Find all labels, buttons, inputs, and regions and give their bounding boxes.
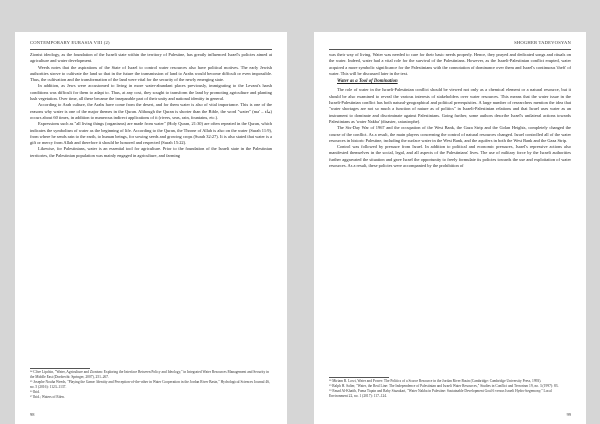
right-header-text: SHOGHER TADEVOSYAN	[514, 40, 571, 45]
right-footnote-rule	[329, 377, 389, 378]
right-paragraph: The Six-Day War of 1967 and the occupation of the West Bank, the Gaza Strip and the Golan Heights, completely changed the course of the conflict. As a result, the main players concerning the control of natural resources changed. Israel controlled all of the water resources in historic Palestine, including the surface water in the West Bank, and the aquifers in both the West Bank and the Gaza Strip.	[329, 125, 571, 143]
right-intro-paragraph: was their way of living. Water was needed to care for their basic needs properly. Hence, they prayed and dedicated songs and rituals on the water. Indeed, water had a vital role for the survival of the Palestinians. However, as the Israeli-Palestinian conflict erupted, water acquired a more symbolic significance for the Palestinians with the connotation of dominance over them and Israel's continuous 'theft' of water. This will be discussed later in the text.	[329, 52, 571, 76]
footnote: ¹⁵ Josephe Nouha Weeds, "Playing the Game: Identity and Perception-of-the-other in Water Cooperation in the Jordan River Basin," Hydrological Sciences Journal 46, no. 5 (2016): 1123–1137.	[30, 380, 270, 389]
left-paragraph: Zionist ideology, as the foundation of the Israeli state within the territory of Palestine, has greatly influenced Israel's policies aimed at agriculture and water development.	[30, 52, 272, 64]
footnote: ¹⁶ Ibid.	[30, 390, 40, 394]
section-heading: Water as a Tool of Domination	[337, 79, 398, 85]
right-page-body	[329, 52, 571, 169]
right-page-number: 99	[566, 412, 571, 417]
left-page-number: 98	[30, 412, 35, 417]
left-header-text: CONTEMPORARY EURASIA VIII (2)	[30, 40, 110, 45]
left-page	[15, 32, 287, 424]
left-paragraph: According to Arab culture, the Arabs have come from the desert, and for them water is also of vital importance. This is one of the reasons why water is one of the major themes in the Quran. Although the Quran is shorter than the Bible, the word "water" (ma' – ماء) occurs about 60 times, in addition to numerous indirect applications of it (rivers, seas, rain, fountains, etc.).	[30, 102, 272, 120]
right-running-header	[329, 39, 571, 50]
footnote: ¹⁹ Ralph H. Salter, "Water, the Real Line: The Independence of Palestinian and Israeli Water Resources," Studies in Conflict and Terrorism 19, no. 3 (1997): 83.	[329, 384, 559, 388]
footnote: ²⁰ Emad Al-Khatib, Fuma Tiqain and Raby Siuzukari, "Water Nakba in Palestine: Sustainable Development Goal 6 versus Israeli Hydro-hegemony," Local Environment 22, no. 1 (2017): 117–124.	[329, 389, 552, 398]
left-paragraph: Likewise, for Palestinians, water is an essential tool for agriculture. Prior to the foundation of the Israeli state in the Palestinian territories, the Palestinian population was mainly engaged in agriculture, and farming	[30, 146, 272, 158]
left-running-header	[30, 39, 272, 50]
right-paragraph: The role of water in the Israeli-Palestinian conflict should be viewed not only as a chemical element or a natural resource, but it should be also examined to reveal the various interests of stakeholders over water resources. This means that the water issue in the Israeli-Palestinian conflict has both natural-geographical and political prerequisites. A large number of researchers mention the idea that "water shortages are not so much a function of nature as of politics" in Israeli-Palestinian relations and that Israel uses water as an instrument to dominate and discriminate against Palestinians. Going further, some authors describe Israel's unilateral actions towards Palestinians as 'water Nakba' (disaster, catastrophe).	[329, 87, 571, 124]
right-paragraph: Control was followed by pressure from Israel. In addition to political and economic pressures, Israel's repressive actions also manifested themselves in the social, legal, and all aspects of the Palestinians' lives. The use of military force by the Israeli authorities further aggravated the situation and gave Israel the opportunity to freely formulate its policies towards the use and exploitation of water resources. As a result, these policies were accompanied by the prohibition of	[329, 144, 571, 169]
left-paragraph: In addition, as Jews were accustomed to living in more water-abundant places previously, immigrating to the Levant's harsh conditions was difficult for them to adapt to. Thus, at any cost, they sought to transform the land by promoting agriculture and planting lush vegetation. Over time, all these became the inseparable part of their unity and national identity in general.	[30, 83, 272, 102]
left-paragraph: Expressions such as "all living things (organisms) are made from water" (Holy Quran, 21:30) are often repeated in the Quran, which indicates the symbolism of water as the beginning of life. According to the Quran, the Throne of Allah is also on the water (Surah 11:9), from where he sends rain to the earth, to human beings, for sowing seeds and growing crops (Surah 32:27). It is also stated that water is a gift or mercy from Allah and therefore it should be honored and respected (Surah 15:22).	[30, 121, 272, 146]
footnote: ¹⁷ Ibid.; Waters of Eden.	[30, 395, 65, 399]
left-paragraph: Weeds notes that the aspirations of the State of Israel to control water resources also have political motives. The early Jewish authorities strove to cultivate the land so that in the future the transmission of land to Arabs would become difficult or even impossible. Thus, the cultivation and the transformation of the land were vital for the security of the newly emerging state.	[30, 64, 272, 83]
right-page	[314, 32, 586, 424]
left-footnotes	[30, 370, 272, 400]
right-footnotes	[329, 379, 571, 399]
left-footnote-rule	[30, 368, 90, 369]
footnote: ¹⁴ Clive Lipchin, "Water, Agriculture and Zionism: Exploring the Interface Between Policy and Ideology," in Integrated Water Resources Management and Security in the Middle East (Dordrecht: Springer, 2007), 251–267.	[30, 370, 269, 379]
left-page-body	[30, 52, 272, 159]
footnote: ¹⁸ Miriam R. Lowi, Water and Power: The Politics of a Scarce Resource in the Jordan River Basin (Cambridge: Cambridge University Press, 1993).	[329, 379, 542, 383]
